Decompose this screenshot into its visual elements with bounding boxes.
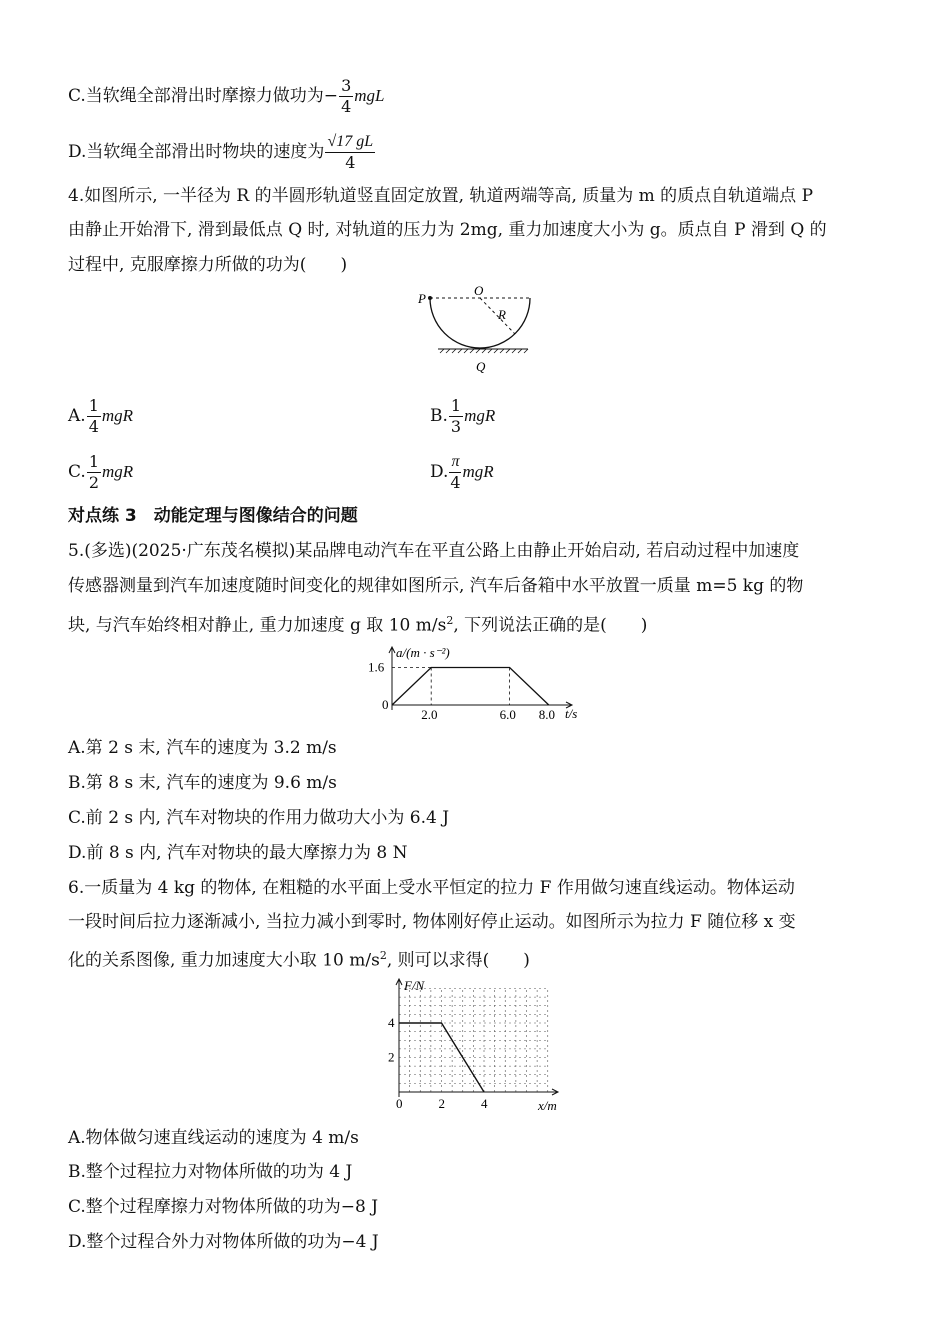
x-tick-label: 8.0 (538, 707, 556, 722)
x-tick-label: 2 (438, 1096, 445, 1111)
point-p-dot (428, 296, 432, 300)
fraction: $\frac{3}{4}$ (341, 76, 352, 116)
x-tick-label: 4 (481, 1096, 488, 1111)
q5-option-d: D.前 8 s 内, 汽车对物块的最大摩擦力为 8 N (68, 843, 408, 863)
x-tick-label: 2.0 (421, 707, 438, 722)
q5-option-c: C.前 2 s 内, 汽车对物块的作用力做功大小为 6.4 J (68, 808, 450, 828)
fraction: $\frac{√17 gL}{4}$ (327, 133, 374, 172)
q5-stem-line2: 传感器测量到汽车加速度随时间变化的规律如图所示, 汽车后备箱中水平放置一质量 m=5 kg 的物 (68, 576, 804, 596)
tick-labels (368, 660, 555, 723)
q4-option-d: D. $\frac{\pi}{4}$ mgR (430, 453, 494, 492)
fraction: $\frac{1}{4}$ (88, 396, 99, 436)
x-axis-label: t/s (565, 706, 578, 721)
q4-stem-line2: 由静止开始滑下, 滑到最低点 Q 时, 对轨道的压力为 2mg, 重力加速度大小为 g。质点自 P 滑到 Q 的 (68, 220, 827, 240)
q4-stem-line1: 4.如图所示, 一半径为 R 的半圆形轨道竖直固定放置, 轨道两端等高, 质量为 m 的质点自轨道端点 P (68, 186, 814, 206)
q4-track-figure (410, 285, 545, 377)
y-tick-label: 1.6 (368, 659, 385, 675)
q3-option-c-suffix: mgL (354, 86, 385, 105)
q6-option-a: A.物体做匀速直线运动的速度为 4 m/s (68, 1128, 359, 1148)
q5-option-a: A.第 2 s 末, 汽车的速度为 3.2 m/s (68, 738, 337, 758)
x-axis-label: x/m (538, 1098, 557, 1113)
fraction: $\frac{1}{2}$ (88, 452, 99, 492)
label-r: R (498, 307, 506, 322)
q5-stem-line3: 块, 与汽车始终相对静止, 重力加速度 g 取 10 $m/s^2$, 下列说法正确的是( ) (68, 614, 648, 636)
y-axis-label: F/N (404, 978, 425, 993)
q4-option-b: B. $\frac{1}{3}$ mgR (430, 396, 496, 436)
label-p: P (418, 291, 426, 306)
q3-option-d (68, 134, 376, 171)
q3-option-c-text: C.当软绳全部滑出时摩擦力做功为− (68, 86, 339, 106)
label-q: Q (476, 359, 486, 374)
q6-stem-line2: 一段时间后拉力逐渐减小, 当拉力减小到零时, 物体刚好停止运动。如图所示为拉力 F 随位移 x 变 (68, 912, 796, 932)
x-tick-label: 6.0 (499, 707, 516, 722)
q5-stem-line1: 5.(多选)(2025·广东茂名模拟)某品牌电动汽车在平直公路上由静止开始启动, 若启动过程中加速度 (68, 541, 800, 561)
guide-lines (392, 668, 510, 706)
fraction: $\frac{\pi}{4}$ (450, 453, 461, 492)
q4-stem-line3: 过程中, 克服摩擦力所做的功为( ) (68, 255, 348, 275)
section-heading: 对点练 3 动能定理与图像结合的问题 (68, 506, 358, 526)
q4-option-a: A. $\frac{1}{4}$ mgR (68, 396, 134, 436)
grid (399, 989, 548, 1093)
fraction: $\frac{1}{3}$ (450, 396, 462, 436)
y-tick-label: 2 (388, 1049, 395, 1065)
q3-option-c (68, 78, 384, 115)
q6-option-b: B.整个过程拉力对物体所做的功为 4 J (68, 1162, 353, 1182)
q3-option-d-text: D.当软绳全部滑出时物块的速度为 (68, 142, 325, 162)
q6-force-chart (380, 975, 570, 1115)
series-line (392, 668, 549, 706)
label-o: O (474, 285, 484, 298)
tick-labels (388, 1015, 488, 1111)
q4-option-c: C. $\frac{1}{2}$ mgR (68, 452, 134, 492)
semicircle-track (430, 298, 530, 348)
y-tick-label: 4 (388, 1015, 395, 1030)
origin-label: 0 (382, 697, 389, 712)
q6-stem-line1: 6.一质量为 4 kg 的物体, 在粗糙的水平面上受水平恒定的拉力 F 作用做匀速直线运动。物体运动 (68, 878, 795, 898)
series (392, 668, 549, 706)
y-axis-label: a/(m · s⁻²) (396, 645, 450, 660)
q6-option-c: C.整个过程摩擦力对物体所做的功为−8 J (68, 1197, 379, 1217)
ground-hatch (440, 349, 528, 353)
q5-option-b: B.第 8 s 末, 汽车的速度为 9.6 m/s (68, 773, 337, 793)
q6-option-d: D.整个过程合外力对物体所做的功为−4 J (68, 1232, 379, 1252)
origin-label: 0 (396, 1096, 403, 1111)
q6-stem-line3: 化的关系图像, 重力加速度大小取 10 $m/s^2$, 则可以求得( ) (68, 949, 530, 971)
q5-acceleration-chart (360, 642, 600, 724)
